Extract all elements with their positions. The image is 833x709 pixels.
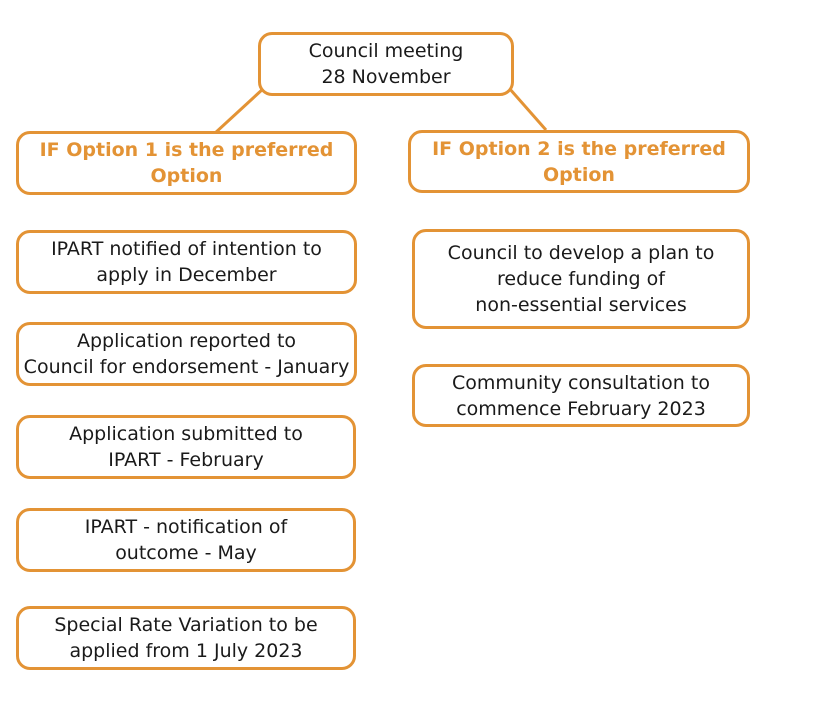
connector-root-to-option1 [214, 88, 264, 134]
root-line-2: 28 November [321, 66, 451, 88]
option2-header-line-2: Option [543, 163, 615, 186]
option2-step-2-line-1: Community consultation to [452, 371, 710, 394]
option1-header-box [16, 131, 357, 195]
option1-step-1-line-1: IPART notified of intention to [51, 238, 322, 260]
option2-step-1-line-2: reduce funding of [497, 268, 665, 290]
option1-step-2-box [16, 322, 357, 386]
option1-step-1-box [16, 230, 357, 294]
option1-header-line-1: IF Option 1 is the preferred [39, 139, 334, 161]
option1-step-5-line-2: applied from 1 July 2023 [69, 640, 303, 662]
option2-header-box [408, 130, 750, 193]
option2-step-2-line-2: commence February 2023 [456, 397, 706, 420]
option1-step-3-line-2: IPART - February [108, 449, 264, 471]
option1-step-2-line-2: Council for endorsement - January [23, 356, 350, 378]
root-line-1: Council meeting [308, 40, 464, 62]
option1-step-4-line-1: IPART - notification of [84, 516, 288, 538]
option2-header-line-1: IF Option 2 is the preferred [432, 137, 726, 160]
option1-step-5-box [16, 606, 356, 670]
option2-step-1-line-3: non-essential services [475, 294, 687, 316]
connector-root-to-option2 [509, 88, 546, 130]
option1-step-5-line-1: Special Rate Variation to be [54, 614, 318, 636]
option1-step-3-box [16, 415, 356, 479]
option1-header-line-2: Option [150, 165, 223, 187]
option2-step-1-line-1: Council to develop a plan to [447, 242, 715, 264]
root-council-meeting-box [258, 32, 514, 96]
option1-step-4-box [16, 508, 356, 572]
option2-step-1-box [412, 229, 750, 329]
option1-step-4-line-2: outcome - May [115, 542, 257, 564]
option1-step-1-line-2: apply in December [96, 264, 277, 286]
option1-step-3-line-1: Application submitted to [69, 423, 303, 445]
option1-step-2-line-1: Application reported to [76, 330, 297, 352]
option2-step-2-box [412, 364, 750, 427]
